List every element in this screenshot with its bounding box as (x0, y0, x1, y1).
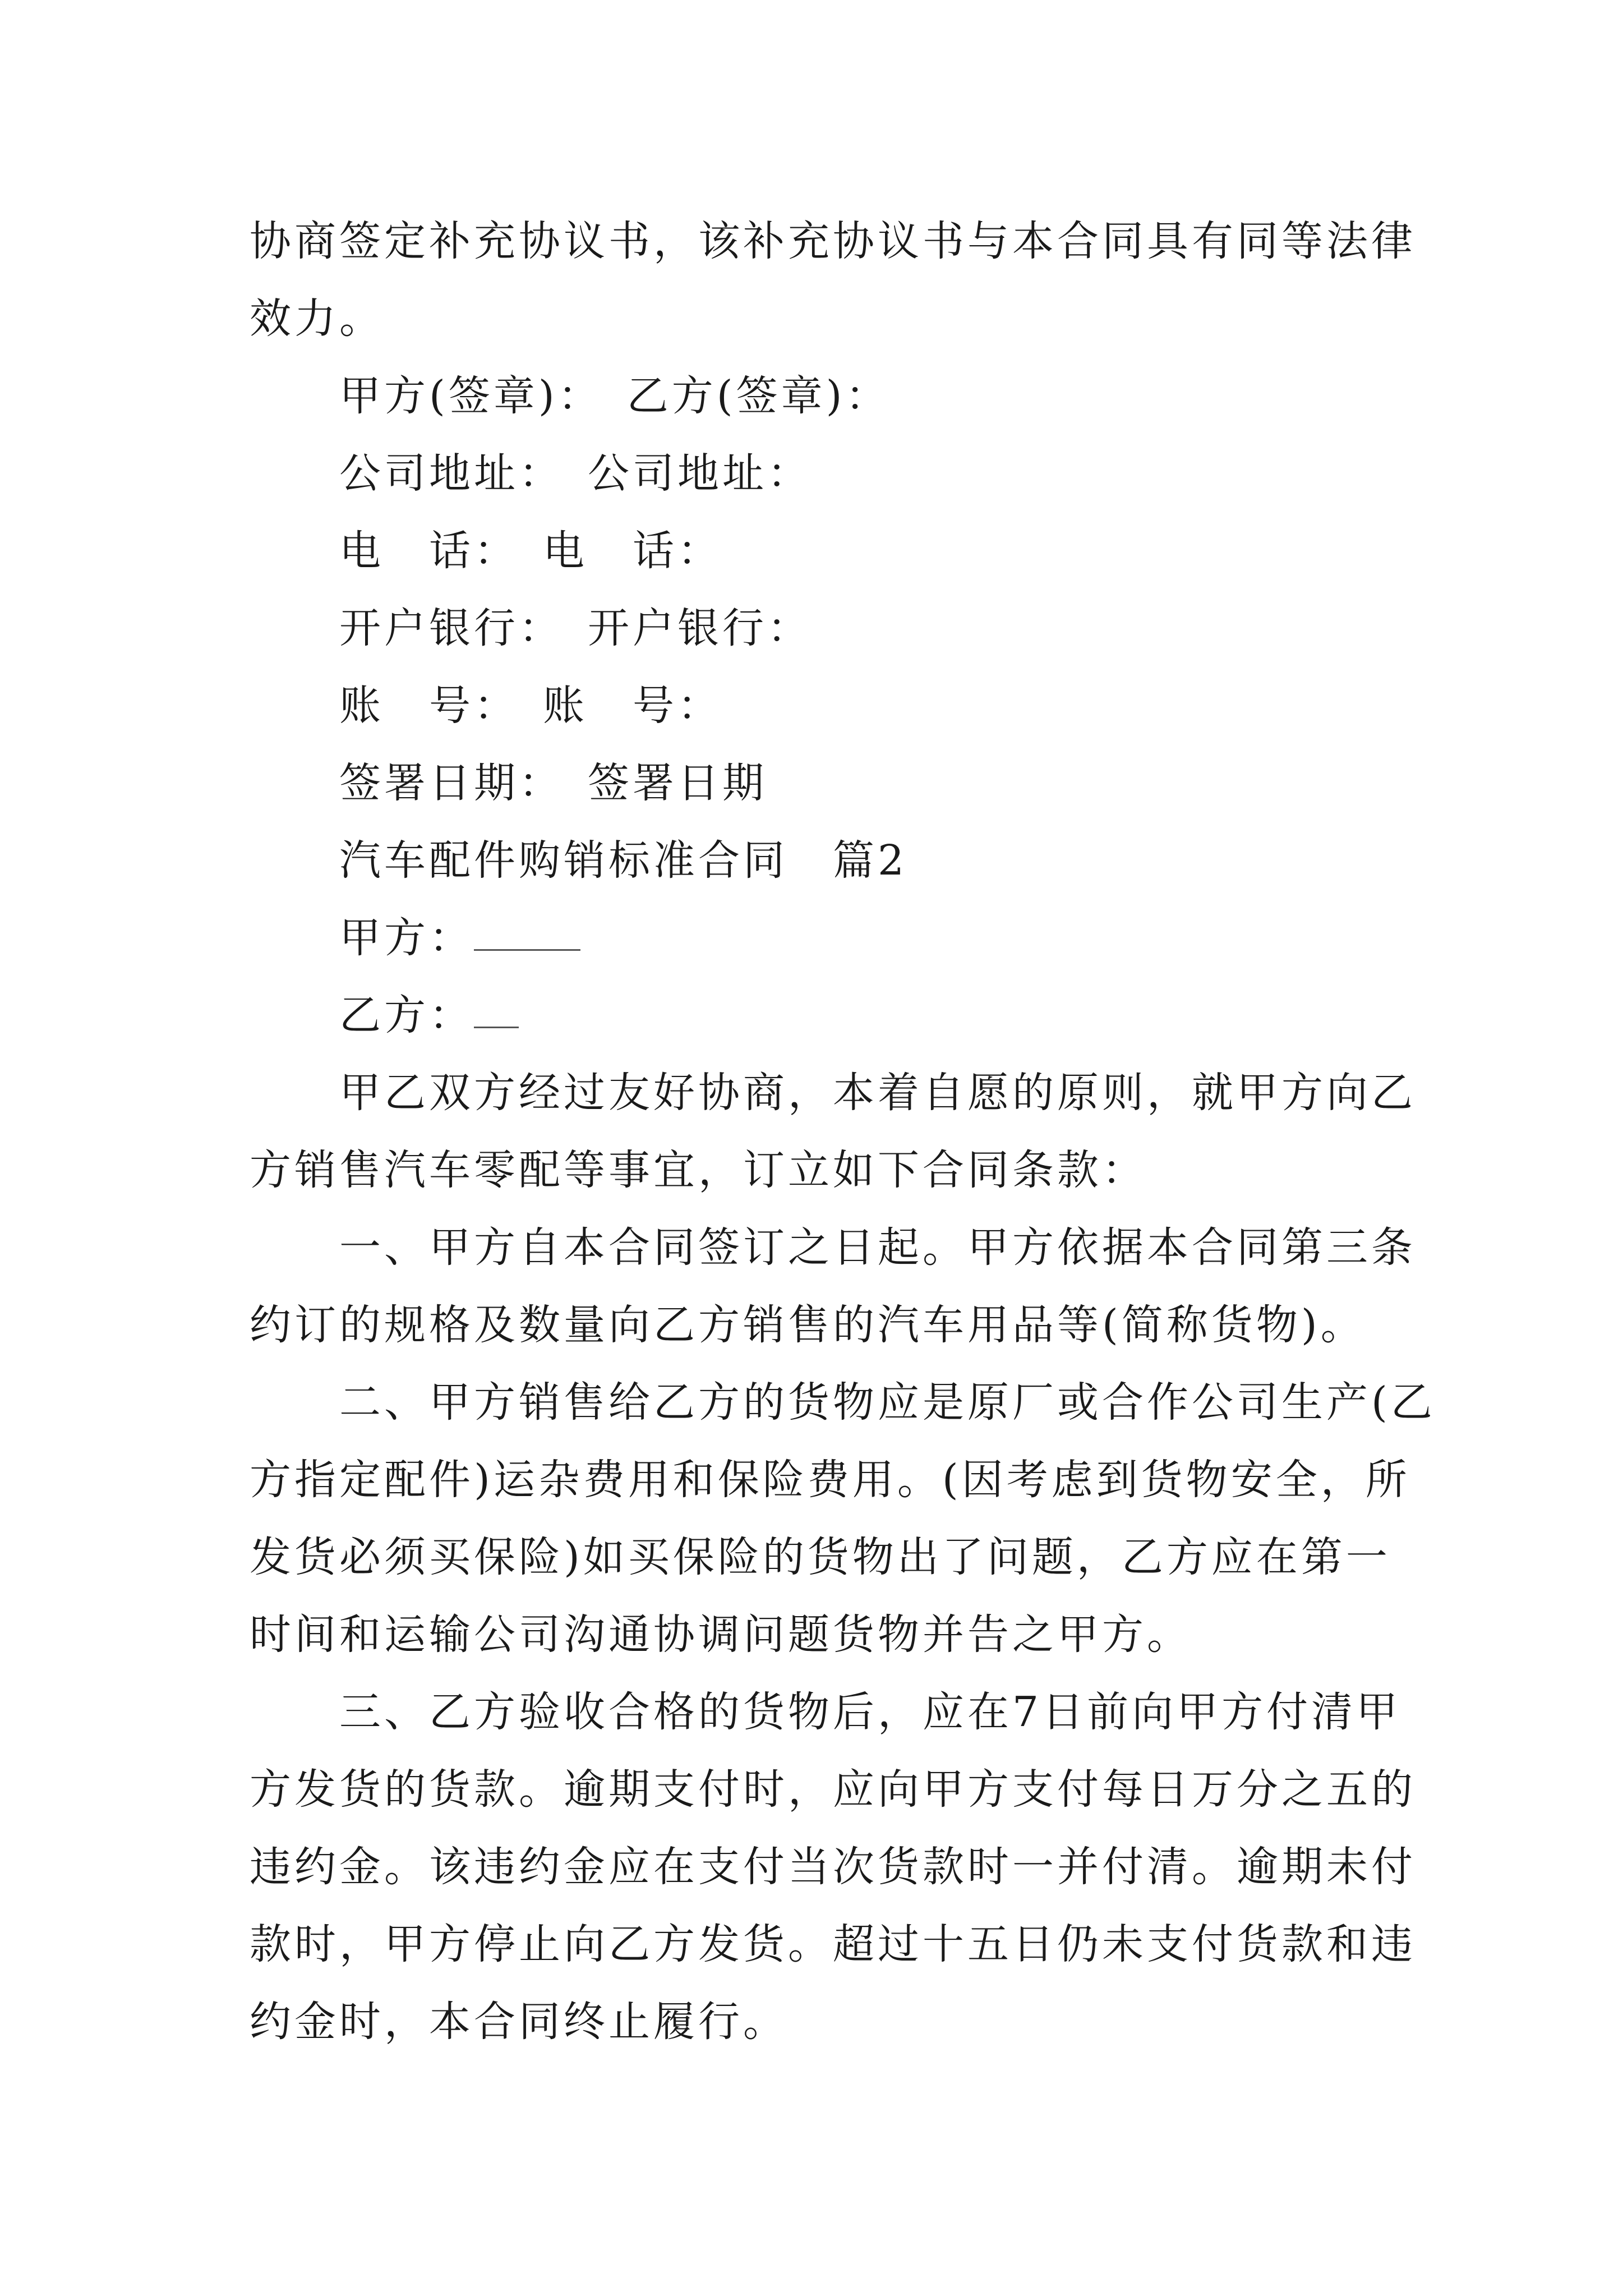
clause-1-line: 一、甲方自本合同签订之日起。甲方依据本合同第三条 (339, 1223, 1416, 1272)
signature-party-line: 甲方(签章)： 乙方(签章)： (339, 372, 891, 420)
clause-3-line: 方发货的货款。逾期支付时，应向甲方支付每日万分之五的 (250, 1765, 1416, 1814)
paragraph-line: 效力。 (250, 295, 384, 343)
clause-1-line: 约订的规格及数量向乙方销售的汽车用品等(简称货物)。 (250, 1301, 1366, 1349)
clause-3-line: 三、乙方验收合格的货物后，应在7日前向甲方付清甲 (339, 1688, 1401, 1736)
party-a-blank (474, 910, 580, 951)
section-title: 汽车配件购销标准合同 篇2 (339, 836, 908, 885)
paragraph-line: 甲乙双方经过友好协商，本着自愿的原则，就甲方向乙 (339, 1069, 1416, 1117)
party-b-label: 乙方： (339, 991, 474, 1039)
clause-2-line: 方指定配件)运杂费用和保险费用。(因考虑到货物安全，所 (250, 1456, 1410, 1504)
clause-2-line: 时间和运输公司沟通协调问题货物并告之甲方。 (250, 1611, 1192, 1659)
party-a-label: 甲方： (339, 914, 474, 962)
sign-date-line: 签署日期： 签署日期 (339, 759, 767, 807)
company-address-line: 公司地址： 公司地址： (339, 449, 812, 498)
clause-3-line: 违约金。该违约金应在支付当次货款时一并付清。逾期未付 (250, 1843, 1416, 1891)
party-b-blank (474, 987, 519, 1028)
clause-2-line: 二、甲方销售给乙方的货物应是原厂或合作公司生产(乙 (339, 1378, 1436, 1427)
account-line: 账 号： 账 号： (339, 682, 722, 730)
party-a-line (339, 910, 580, 966)
party-b-line (339, 987, 519, 1043)
clause-2-line: 发货必须买保险)如买保险的货物出了问题，乙方应在第一 (250, 1533, 1391, 1581)
phone-line: 电 话： 电 话： (339, 527, 722, 575)
clause-3-line: 约金时，本合同终止履行。 (250, 1998, 788, 2046)
paragraph-line: 协商签定补充协议书，该补充协议书与本合同具有同等法律 (250, 217, 1416, 265)
bank-line: 开户银行： 开户银行： (339, 604, 812, 652)
paragraph-line: 方销售汽车零配等事宜，订立如下合同条款： (250, 1146, 1147, 1194)
clause-3-line: 款时，甲方停止向乙方发货。超过十五日仍未支付货款和违 (250, 1920, 1416, 1968)
